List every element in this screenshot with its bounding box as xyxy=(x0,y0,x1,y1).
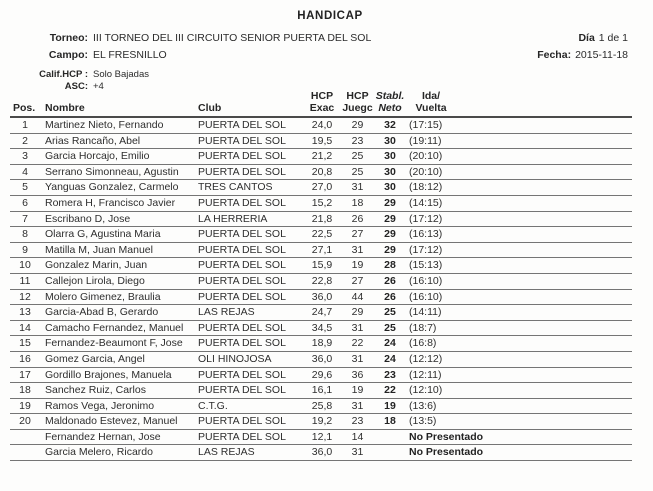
cell-hcp-exac: 36,0 xyxy=(303,289,341,305)
cell-ida-vuelta: (18:12) xyxy=(406,180,632,196)
cell-club: LA HERRERIA xyxy=(195,211,303,227)
cell-pos: 10 xyxy=(10,258,40,274)
cell-stabl-neto: 22 xyxy=(374,383,406,399)
cell-hcp-juegc: 29 xyxy=(341,305,374,321)
cell-ida-vuelta: (17:12) xyxy=(406,242,632,258)
cell-nombre: Martinez Nieto, Fernando xyxy=(40,117,195,133)
cell-club: PUERTA DEL SOL xyxy=(195,133,303,149)
cell-pos xyxy=(10,429,40,445)
cell-pos: 14 xyxy=(10,320,40,336)
cell-ida-vuelta: (13:5) xyxy=(406,414,632,430)
cell-stabl-neto: 30 xyxy=(374,180,406,196)
cell-hcp-exac: 29,6 xyxy=(303,367,341,383)
table-header-row xyxy=(10,91,632,117)
col-header-pos: Pos. xyxy=(10,91,40,117)
cell-club: PUERTA DEL SOL xyxy=(195,414,303,430)
cell-club: PUERTA DEL SOL xyxy=(195,227,303,243)
table-row xyxy=(10,305,632,321)
cell-nombre: Arias Rancaño, Abel xyxy=(40,133,195,149)
cell-hcp-juegc: 26 xyxy=(341,211,374,227)
cell-hcp-juegc: 27 xyxy=(341,273,374,289)
cell-hcp-exac: 22,8 xyxy=(303,273,341,289)
cell-pos: 19 xyxy=(10,398,40,414)
cell-pos: 8 xyxy=(10,227,40,243)
cell-hcp-juegc: 31 xyxy=(341,320,374,336)
cell-stabl-neto: 18 xyxy=(374,414,406,430)
calif-hcp-label: Calif.HCP : xyxy=(39,69,88,80)
cell-ida-vuelta: (15:13) xyxy=(406,258,632,274)
cell-ida-vuelta: (12:11) xyxy=(406,367,632,383)
cell-stabl-neto: 28 xyxy=(374,258,406,274)
cell-ida-vuelta: (16:13) xyxy=(406,227,632,243)
cell-pos: 1 xyxy=(10,117,40,133)
torneo-label: Torneo: xyxy=(49,32,88,44)
cell-nombre: Camacho Fernandez, Manuel xyxy=(40,320,195,336)
cell-hcp-exac: 36,0 xyxy=(303,445,341,461)
cell-ida-vuelta: No Presentado xyxy=(406,445,632,461)
cell-nombre: Yanguas Gonzalez, Carmelo xyxy=(40,180,195,196)
cell-hcp-exac: 19,2 xyxy=(303,414,341,430)
cell-ida-vuelta: (12:10) xyxy=(406,383,632,399)
cell-ida-vuelta: (20:10) xyxy=(406,149,632,165)
table-row xyxy=(10,273,632,289)
calif-hcp-value: Solo Bajadas xyxy=(93,69,149,80)
cell-club: LAS REJAS xyxy=(195,445,303,461)
meta-calif-hcp xyxy=(10,69,149,80)
cell-hcp-juegc: 31 xyxy=(341,180,374,196)
cell-club: TRES CANTOS xyxy=(195,180,303,196)
cell-hcp-juegc: 29 xyxy=(341,117,374,133)
cell-club: OLI HINOJOSA xyxy=(195,351,303,367)
cell-pos: 5 xyxy=(10,180,40,196)
cell-nombre: Matilla M, Juan Manuel xyxy=(40,242,195,258)
cell-hcp-exac: 24,7 xyxy=(303,305,341,321)
cell-stabl-neto: 23 xyxy=(374,367,406,383)
cell-nombre: Olarra G, Agustina Maria xyxy=(40,227,195,243)
cell-club: PUERTA DEL SOL xyxy=(195,367,303,383)
cell-stabl-neto xyxy=(374,445,406,461)
fecha-value: 2015-11-18 xyxy=(575,49,628,61)
cell-hcp-exac: 21,8 xyxy=(303,211,341,227)
cell-pos: 6 xyxy=(10,195,40,211)
table-row xyxy=(10,398,632,414)
table-row xyxy=(10,227,632,243)
cell-club: PUERTA DEL SOL xyxy=(195,149,303,165)
cell-stabl-neto: 19 xyxy=(374,398,406,414)
cell-hcp-juegc: 19 xyxy=(341,258,374,274)
table-row xyxy=(10,180,632,196)
col-header-hcp-juegc: HCP Juegc xyxy=(341,91,374,117)
cell-nombre: Fernandez-Beaumont F, Jose xyxy=(40,336,195,352)
table-row xyxy=(10,367,632,383)
cell-hcp-juegc: 25 xyxy=(341,149,374,165)
cell-club: PUERTA DEL SOL xyxy=(195,429,303,445)
dia-label: Día xyxy=(578,32,595,44)
cell-nombre: Serrano Simonneau, Agustin xyxy=(40,164,195,180)
cell-hcp-exac: 12,1 xyxy=(303,429,341,445)
cell-hcp-juegc: 25 xyxy=(341,164,374,180)
dia-value: 1 de 1 xyxy=(598,32,628,44)
table-row xyxy=(10,320,632,336)
cell-hcp-juegc: 31 xyxy=(341,445,374,461)
table-row xyxy=(10,429,632,445)
cell-pos: 18 xyxy=(10,383,40,399)
meta-dia xyxy=(578,32,628,44)
meta-campo xyxy=(10,49,167,61)
cell-ida-vuelta: No Presentado xyxy=(406,429,632,445)
cell-hcp-juegc: 23 xyxy=(341,133,374,149)
cell-nombre: Gonzalez Marin, Juan xyxy=(40,258,195,274)
cell-ida-vuelta: (17:15) xyxy=(406,117,632,133)
cell-stabl-neto: 30 xyxy=(374,133,406,149)
cell-pos: 12 xyxy=(10,289,40,305)
cell-hcp-juegc: 22 xyxy=(341,336,374,352)
cell-nombre: Garcia Melero, Ricardo xyxy=(40,445,195,461)
cell-hcp-exac: 16,1 xyxy=(303,383,341,399)
cell-nombre: Escribano D, Jose xyxy=(40,211,195,227)
cell-ida-vuelta: (18:7) xyxy=(406,320,632,336)
cell-hcp-exac: 24,0 xyxy=(303,117,341,133)
table-row xyxy=(10,164,632,180)
cell-club: PUERTA DEL SOL xyxy=(195,242,303,258)
cell-hcp-exac: 36,0 xyxy=(303,351,341,367)
table-row xyxy=(10,289,632,305)
cell-hcp-juegc: 14 xyxy=(341,429,374,445)
cell-nombre: Callejon Lirola, Diego xyxy=(40,273,195,289)
fecha-label: Fecha: xyxy=(537,49,572,61)
table-row xyxy=(10,211,632,227)
cell-pos xyxy=(10,445,40,461)
cell-ida-vuelta: (13:6) xyxy=(406,398,632,414)
cell-hcp-exac: 25,8 xyxy=(303,398,341,414)
cell-club: PUERTA DEL SOL xyxy=(195,258,303,274)
torneo-value: III TORNEO DEL III CIRCUITO SENIOR PUERTA DEL SOL xyxy=(93,32,372,44)
table-row xyxy=(10,383,632,399)
cell-hcp-exac: 27,0 xyxy=(303,180,341,196)
cell-club: PUERTA DEL SOL xyxy=(195,117,303,133)
cell-stabl-neto: 26 xyxy=(374,289,406,305)
cell-ida-vuelta: (12:12) xyxy=(406,351,632,367)
cell-nombre: Gomez Garcia, Angel xyxy=(40,351,195,367)
meta-fecha xyxy=(537,49,628,61)
cell-club: PUERTA DEL SOL xyxy=(195,273,303,289)
cell-hcp-juegc: 31 xyxy=(341,351,374,367)
col-header-hcp-exac: HCP Exac xyxy=(303,91,341,117)
cell-nombre: Gordillo Brajones, Manuela xyxy=(40,367,195,383)
cell-hcp-juegc: 36 xyxy=(341,367,374,383)
cell-stabl-neto: 29 xyxy=(374,242,406,258)
cell-ida-vuelta: (14:15) xyxy=(406,195,632,211)
cell-club: C.T.G. xyxy=(195,398,303,414)
cell-nombre: Garcia Horcajo, Emilio xyxy=(40,149,195,165)
cell-nombre: Garcia-Abad B, Gerardo xyxy=(40,305,195,321)
cell-stabl-neto: 29 xyxy=(374,195,406,211)
cell-stabl-neto: 24 xyxy=(374,351,406,367)
table-row xyxy=(10,414,632,430)
cell-hcp-juegc: 44 xyxy=(341,289,374,305)
cell-pos: 9 xyxy=(10,242,40,258)
cell-hcp-juegc: 31 xyxy=(341,242,374,258)
cell-stabl-neto: 25 xyxy=(374,320,406,336)
cell-pos: 11 xyxy=(10,273,40,289)
cell-hcp-juegc: 31 xyxy=(341,398,374,414)
cell-ida-vuelta: (16:10) xyxy=(406,273,632,289)
cell-stabl-neto: 25 xyxy=(374,305,406,321)
cell-stabl-neto: 26 xyxy=(374,273,406,289)
cell-stabl-neto: 24 xyxy=(374,336,406,352)
cell-ida-vuelta: (14:11) xyxy=(406,305,632,321)
cell-nombre: Romera H, Francisco Javier xyxy=(40,195,195,211)
cell-club: PUERTA DEL SOL xyxy=(195,164,303,180)
col-header-stabl-neto: Stabl. Neto xyxy=(374,91,406,117)
table-row xyxy=(10,242,632,258)
cell-hcp-juegc: 18 xyxy=(341,195,374,211)
col-header-club: Club xyxy=(195,91,303,117)
cell-pos: 16 xyxy=(10,351,40,367)
table-row xyxy=(10,117,632,133)
cell-hcp-exac: 15,9 xyxy=(303,258,341,274)
table-row xyxy=(10,351,632,367)
col-header-ida-vuelta: Ida/ Vuelta xyxy=(406,91,632,117)
cell-hcp-juegc: 19 xyxy=(341,383,374,399)
table-row xyxy=(10,195,632,211)
cell-hcp-exac: 22,5 xyxy=(303,227,341,243)
cell-nombre: Molero Gimenez, Braulia xyxy=(40,289,195,305)
cell-hcp-exac: 15,2 xyxy=(303,195,341,211)
cell-club: PUERTA DEL SOL xyxy=(195,383,303,399)
table-row xyxy=(10,133,632,149)
cell-ida-vuelta: (19:11) xyxy=(406,133,632,149)
col-header-nombre: Nombre xyxy=(40,91,195,117)
cell-club: PUERTA DEL SOL xyxy=(195,289,303,305)
cell-pos: 20 xyxy=(10,414,40,430)
cell-hcp-exac: 27,1 xyxy=(303,242,341,258)
cell-hcp-exac: 34,5 xyxy=(303,320,341,336)
table-row xyxy=(10,336,632,352)
cell-hcp-juegc: 27 xyxy=(341,227,374,243)
cell-pos: 7 xyxy=(10,211,40,227)
cell-pos: 13 xyxy=(10,305,40,321)
campo-value: EL FRESNILLO xyxy=(93,49,167,61)
cell-stabl-neto xyxy=(374,429,406,445)
asc-value: +4 xyxy=(93,81,104,92)
cell-club: PUERTA DEL SOL xyxy=(195,320,303,336)
cell-stabl-neto: 30 xyxy=(374,149,406,165)
cell-stabl-neto: 29 xyxy=(374,227,406,243)
cell-hcp-exac: 20,8 xyxy=(303,164,341,180)
asc-label: ASC: xyxy=(64,81,88,92)
cell-club: PUERTA DEL SOL xyxy=(195,336,303,352)
cell-nombre: Maldonado Estevez, Manuel xyxy=(40,414,195,430)
cell-ida-vuelta: (16:8) xyxy=(406,336,632,352)
cell-club: PUERTA DEL SOL xyxy=(195,195,303,211)
cell-nombre: Sanchez Ruiz, Carlos xyxy=(40,383,195,399)
cell-nombre: Fernandez Hernan, Jose xyxy=(40,429,195,445)
cell-pos: 17 xyxy=(10,367,40,383)
table-row xyxy=(10,258,632,274)
meta-torneo xyxy=(10,32,371,44)
cell-club: LAS REJAS xyxy=(195,305,303,321)
cell-pos: 15 xyxy=(10,336,40,352)
document-title: HANDICAP xyxy=(297,10,363,22)
cell-pos: 2 xyxy=(10,133,40,149)
cell-ida-vuelta: (17:12) xyxy=(406,211,632,227)
results-table xyxy=(10,91,632,461)
cell-pos: 3 xyxy=(10,149,40,165)
table-row xyxy=(10,149,632,165)
cell-stabl-neto: 32 xyxy=(374,117,406,133)
cell-ida-vuelta: (20:10) xyxy=(406,164,632,180)
cell-stabl-neto: 29 xyxy=(374,211,406,227)
campo-label: Campo: xyxy=(48,49,88,61)
cell-stabl-neto: 30 xyxy=(374,164,406,180)
cell-hcp-exac: 18,9 xyxy=(303,336,341,352)
cell-hcp-exac: 21,2 xyxy=(303,149,341,165)
table-row xyxy=(10,445,632,461)
cell-hcp-juegc: 23 xyxy=(341,414,374,430)
cell-nombre: Ramos Vega, Jeronimo xyxy=(40,398,195,414)
cell-pos: 4 xyxy=(10,164,40,180)
cell-ida-vuelta: (16:10) xyxy=(406,289,632,305)
cell-hcp-exac: 19,5 xyxy=(303,133,341,149)
